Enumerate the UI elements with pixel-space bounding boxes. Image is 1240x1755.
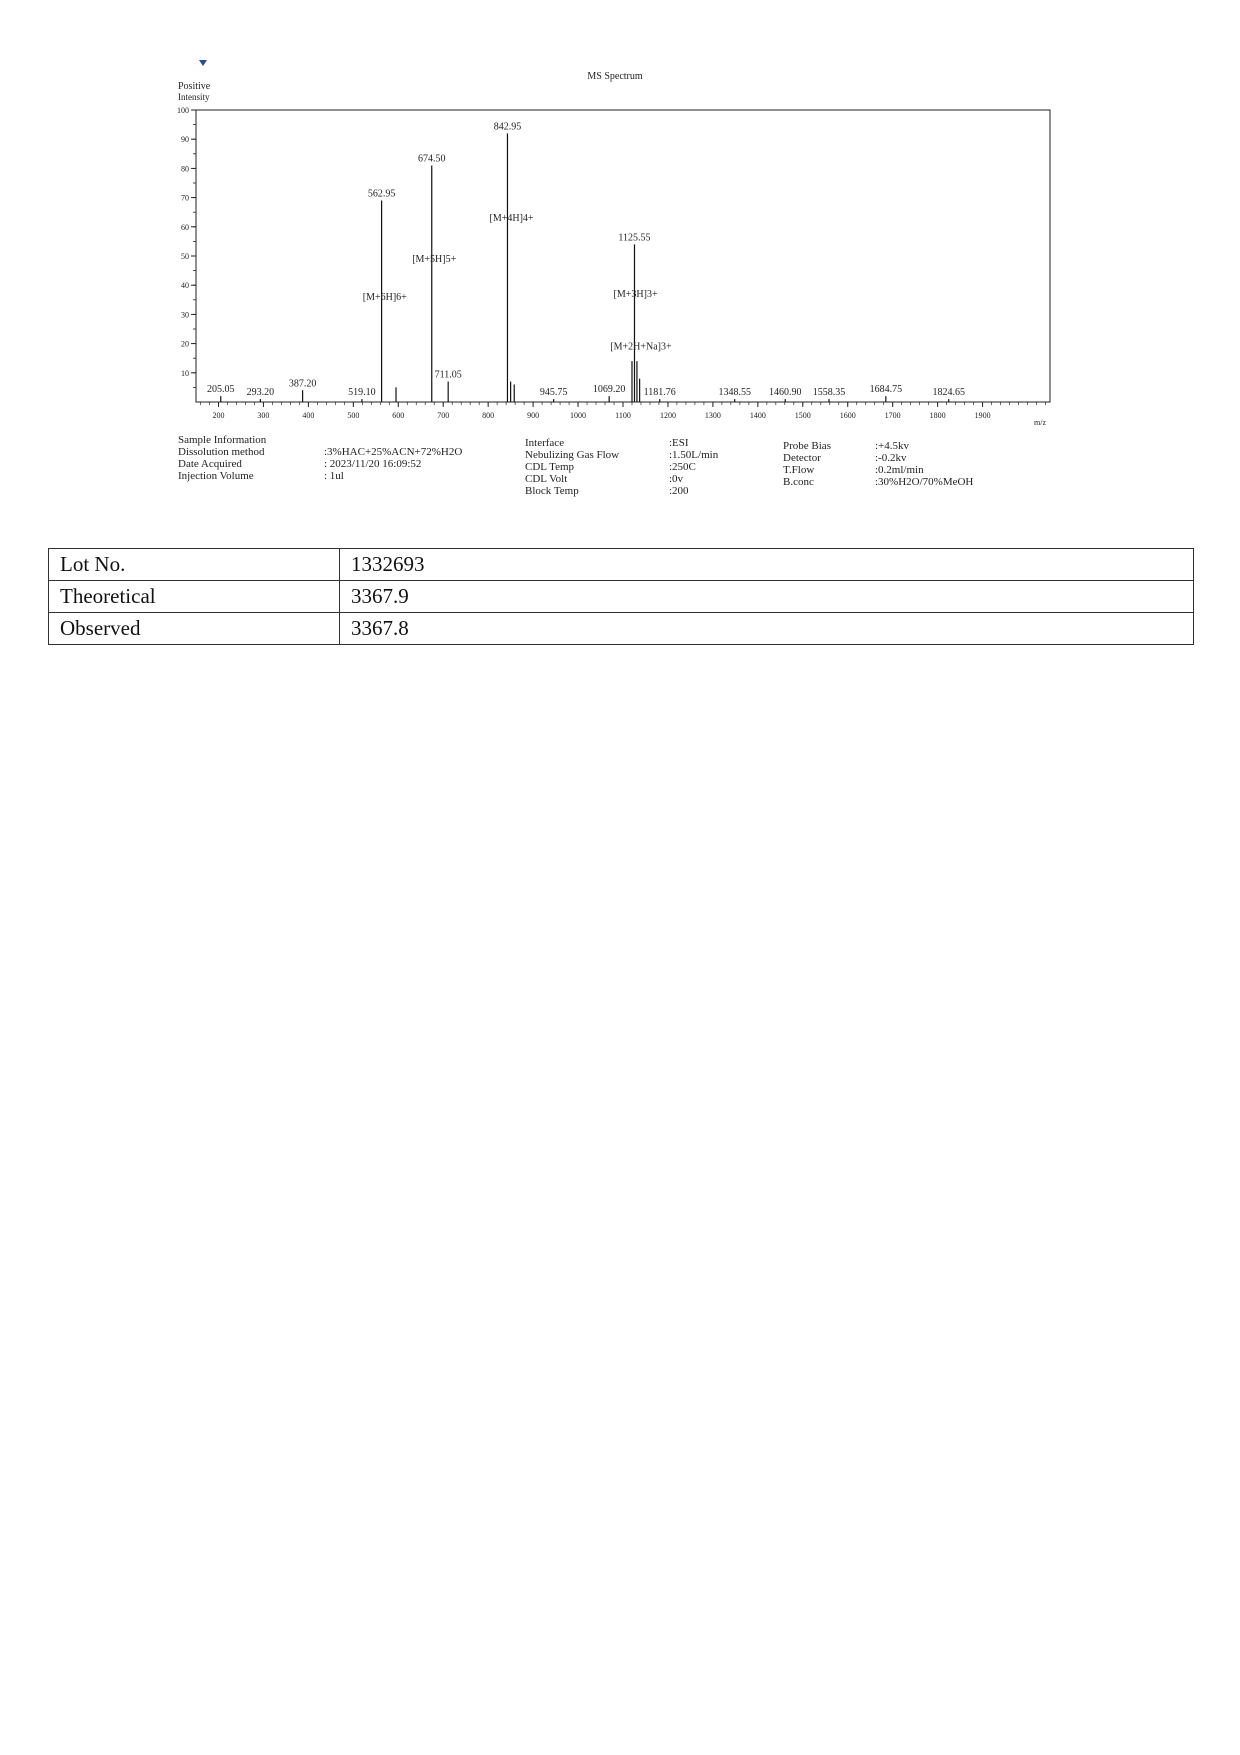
peak-label: 1824.65 (932, 387, 965, 399)
lot-label: Lot No. (49, 549, 340, 581)
x-axis-label: m/z (1034, 418, 1046, 427)
peak-label: 205.05 (206, 384, 235, 396)
info-value: :200 (669, 485, 689, 497)
x-tick-label: 900 (527, 411, 540, 420)
y-tick-label: 20 (181, 339, 189, 349)
x-tick-label: 1200 (659, 411, 676, 420)
info-key: Probe Bias (783, 440, 831, 452)
info-key: Dissolution method (178, 446, 265, 458)
probe-info-row (783, 476, 973, 488)
info-key: B.conc (783, 476, 814, 488)
plot-frame (196, 110, 1050, 402)
y-tick-label: 90 (181, 135, 189, 145)
theoretical-value: 3367.9 (340, 581, 1194, 613)
info-value: : 1ul (324, 470, 344, 482)
y-tick-label: 80 (181, 164, 189, 174)
y-tick-label: 100 (177, 106, 189, 115)
sample-info-row (178, 446, 462, 458)
info-value: :3%HAC+25%ACN+72%H2O (324, 446, 463, 458)
peak-label: 1348.55 (718, 387, 751, 399)
y-tick-label: 10 (181, 368, 189, 378)
ion-annotation: [M+2H+Na]3+ (610, 341, 672, 353)
info-key: CDL Volt (525, 473, 568, 485)
x-tick-label: 1000 (570, 411, 587, 420)
x-tick-label: 500 (347, 411, 360, 420)
peak-label: 711.05 (434, 369, 462, 381)
results-table (48, 548, 1194, 645)
sample-info-row (178, 470, 462, 482)
x-tick-label: 1800 (929, 411, 946, 420)
peak-label: 945.75 (539, 387, 568, 399)
info-value: :1.50L/min (669, 449, 719, 461)
peak-label: 293.20 (246, 387, 275, 399)
peak-bars (221, 133, 949, 402)
info-value: :30%H2O/70%MeOH (875, 476, 974, 488)
info-key: Detector (783, 452, 821, 464)
interface-info-row (525, 449, 718, 461)
x-tick-label: 1600 (839, 411, 856, 420)
peak-label: 1558.35 (812, 387, 846, 399)
probe-info-row (783, 452, 973, 464)
peak-label: 842.95 (493, 121, 522, 133)
probe-info-row (783, 464, 973, 476)
interface-information (525, 437, 718, 497)
observed-value: 3367.8 (340, 613, 1194, 645)
peak-label: 387.20 (288, 378, 317, 390)
info-key: CDL Temp (525, 461, 575, 473)
x-tick-label: 1900 (974, 411, 991, 420)
interface-info-row (525, 485, 718, 497)
info-key: Nebulizing Gas Flow (525, 449, 620, 461)
ion-annotation: [M+5H]5+ (412, 253, 457, 265)
interface-info-row (525, 473, 718, 485)
peak-label: 519.10 (348, 387, 376, 399)
table-row (49, 581, 1194, 613)
info-value: :0v (669, 473, 684, 485)
info-value: :0.2ml/min (875, 464, 924, 476)
table-row (49, 549, 1194, 581)
peak-labels (207, 121, 965, 398)
x-tick-label: 1500 (794, 411, 811, 420)
peak-label: 1181.76 (643, 387, 676, 399)
peak-label: 1125.55 (618, 232, 651, 244)
x-tick-label: 800 (482, 411, 495, 420)
peak-label: 1684.75 (869, 384, 903, 396)
peak-label: 562.95 (367, 188, 396, 200)
sample-information (178, 434, 462, 482)
y-axis-label: Intensity (178, 92, 210, 102)
x-tick-label: 1100 (615, 411, 631, 420)
ion-annotation: [M+6H]6+ (362, 291, 407, 303)
peak-label: 1069.20 (592, 384, 626, 396)
table-row (49, 613, 1194, 645)
ion-annotation: [M+4H]4+ (489, 212, 534, 224)
mode-label: Positive (178, 81, 211, 92)
x-tick-label: 1400 (749, 411, 766, 420)
chart-title: MS Spectrum (587, 71, 643, 82)
peak-label: 674.50 (417, 153, 446, 165)
interface-info-row (525, 461, 718, 473)
info-value: :250C (669, 461, 696, 473)
sample-info-row (178, 458, 462, 470)
info-value: : 2023/11/20 16:09:52 (324, 458, 422, 470)
info-key: Date Acquired (178, 458, 242, 470)
info-key: Interface (525, 437, 565, 449)
info-value: :+4.5kv (875, 440, 910, 452)
info-value: :-0.2kv (875, 452, 907, 464)
lot-value: 1332693 (340, 549, 1194, 581)
info-key: Block Temp (525, 485, 579, 497)
interface-info-row (525, 437, 718, 449)
probe-information (783, 440, 973, 488)
theoretical-label: Theoretical (49, 581, 340, 613)
x-tick-label: 400 (302, 411, 315, 420)
x-axis-ticks (200, 402, 1045, 420)
y-tick-label: 40 (181, 281, 189, 291)
sample-info-heading: Sample Information (178, 434, 267, 446)
y-tick-label: 70 (181, 193, 189, 203)
x-tick-label: 300 (257, 411, 270, 420)
x-tick-label: 200 (212, 411, 225, 420)
peak-label: 1460.90 (768, 387, 802, 399)
x-tick-label: 600 (392, 411, 405, 420)
info-key: Injection Volume (178, 470, 254, 482)
observed-label: Observed (49, 613, 340, 645)
x-tick-label: 1300 (704, 411, 721, 420)
y-tick-label: 30 (181, 310, 189, 320)
y-tick-label: 60 (181, 222, 189, 232)
info-value: :ESI (669, 437, 689, 449)
info-key: T.Flow (783, 464, 815, 476)
x-tick-label: 1700 (884, 411, 901, 420)
x-tick-label: 700 (437, 411, 450, 420)
probe-info-row (783, 440, 973, 452)
y-tick-label: 50 (181, 252, 189, 261)
ion-annotation: [M+3H]3+ (613, 288, 658, 300)
y-axis-ticks (177, 106, 196, 387)
